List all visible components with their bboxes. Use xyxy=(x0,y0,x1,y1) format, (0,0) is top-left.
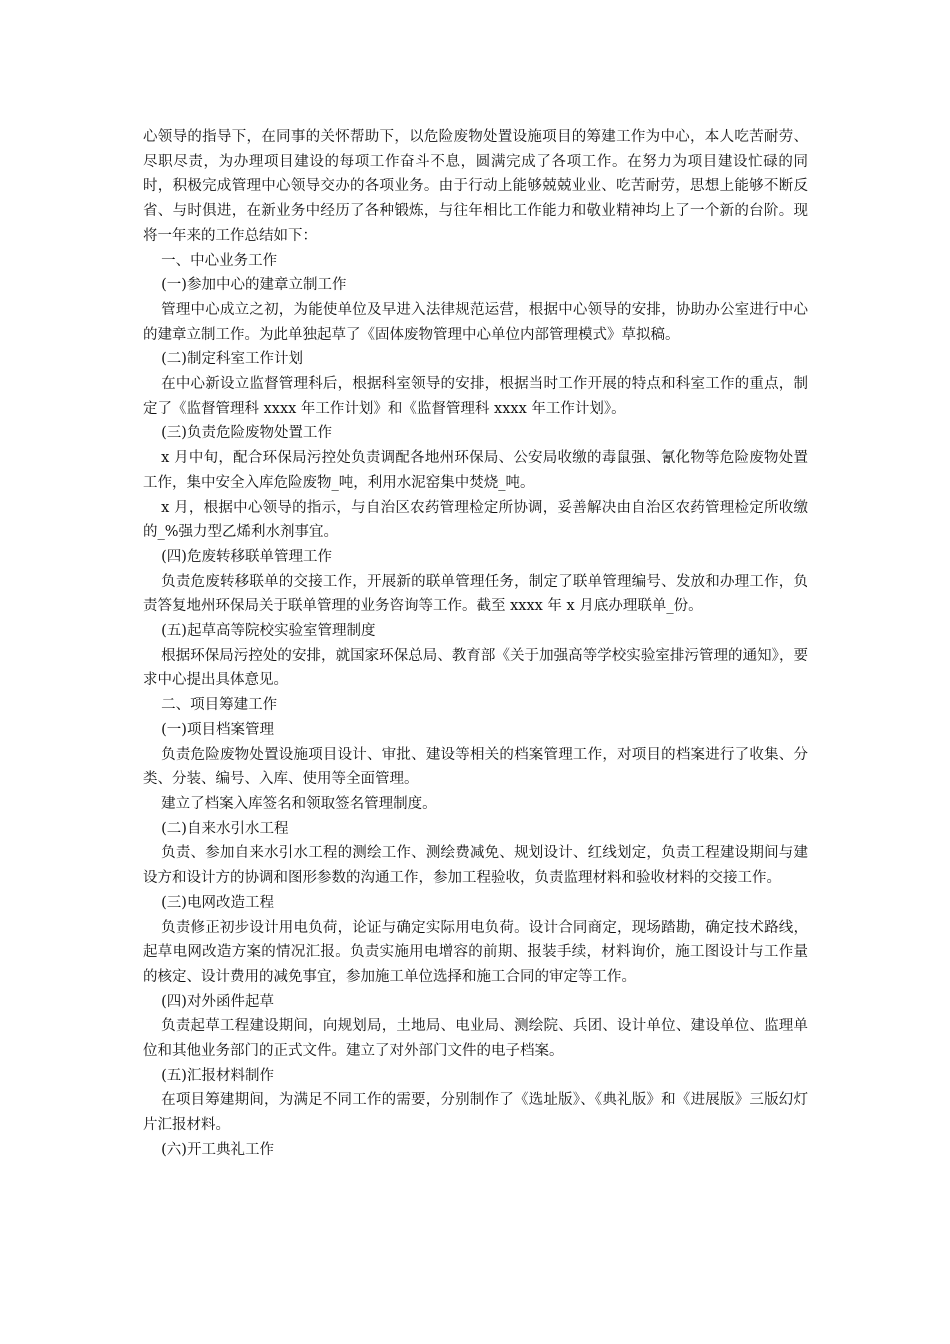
subsection-heading: (三)电网改造工程 xyxy=(161,894,274,911)
intro-paragraph: 心领导的指导下，在同事的关怀帮助下，以危险废物处置设施项目的筹建工作为中心，本人吃苦耐劳、尽职尽责，为办理项目建设的每项工作奋斗不息，圆满完成了各项工作。在努力为项目建设忙碌的同时，积极完成管理中心领导交办的各项业务。由于行动上能够兢兢业业、吃苦耐劳，思想上能够不断反省、与时俱进，在新业务中经历了各种锻炼，与往年相比工作能力和敬业精神均上了一个新的台阶。现将一年来的工作总结如下： xyxy=(143,129,808,244)
body-paragraph: 负责修正初步设计用电负荷，论证与确定实际用电负荷。设计合同商定，现场踏勘，确定技术路线，起草电网改造方案的情况汇报。负责实施用电增容的前期、报装手续，材料询价，施工图设计与工作量的核定、设计费用的减免事宜，参加施工单位选择和施工合同的审定等工作。 xyxy=(143,919,808,985)
body-paragraph: 负责、参加自来水引水工程的测绘工作、测绘费减免、规划设计、红线划定，负责工程建设期间与建设方和设计方的协调和图形参数的沟通工作，参加工程验收，负责监理材料和验收材料的交接工作。 xyxy=(143,845,808,887)
body-paragraph: 根据环保局污控处的安排，就国家环保总局、教育部《关于加强高等学校实验室排污管理的通知》，要求中心提出具体意见。 xyxy=(143,647,808,689)
body-paragraph: 管理中心成立之初，为能使单位及早进入法律规范运营，根据中心领导的安排，协助办公室进行中心的建章立制工作。为此单独起草了《固体废物管理中心单位内部管理模式》草拟稿。 xyxy=(143,301,808,343)
subsection-heading: (四)危废转移联单管理工作 xyxy=(161,548,332,565)
section-heading: 一、中心业务工作 xyxy=(161,252,278,269)
body-paragraph: 在中心新设立监督管理科后，根据科室领导的安排，根据当时工作开展的特点和科室工作的重点，制定了《监督管理科 xxxx 年工作计划》和《监督管理科 xxxx 年工作计划》。 xyxy=(143,376,808,417)
subsection-heading: (二)自来水引水工程 xyxy=(161,820,289,837)
body-paragraph: x 月，根据中心领导的指示，与自治区农药管理检定所协调，妥善解决由自治区农药管理检定所收缴的_%强力型乙烯利水剂事宜。 xyxy=(143,499,808,541)
subsection-heading: (二)制定科室工作计划 xyxy=(161,351,303,368)
document-body xyxy=(143,125,808,1163)
subsection-heading: (五)起草高等院校实验室管理制度 xyxy=(161,623,376,640)
subsection-heading: (三)负责危险废物处置工作 xyxy=(161,425,332,442)
subsection-heading: (一)参加中心的建章立制工作 xyxy=(161,277,347,294)
body-paragraph: 在项目筹建期间，为满足不同工作的需要，分别制作了《选址版》、《典礼版》和《进展版》三版幻灯片汇报材料。 xyxy=(143,1092,808,1134)
body-paragraph: x 月中旬，配合环保局污控处负责调配各地州环保局、公安局收缴的毒鼠强、氰化物等危险废物处置工作，集中安全入库危险废物_吨，利用水泥窑集中焚烧_吨。 xyxy=(143,450,808,491)
body-paragraph: 负责起草工程建设期间，向规划局，土地局、电业局、测绘院、兵团、设计单位、建设单位、监理单位和其他业务部门的正式文件。建立了对外部门文件的电子档案。 xyxy=(143,1018,808,1060)
body-paragraph: 建立了档案入库签名和领取签名管理制度。 xyxy=(161,795,437,812)
subsection-heading: (五)汇报材料制作 xyxy=(161,1067,274,1084)
subsection-heading: (四)对外函件起草 xyxy=(161,993,274,1010)
subsection-heading: (一)项目档案管理 xyxy=(161,721,274,738)
section-heading: 二、项目筹建工作 xyxy=(161,697,278,714)
body-paragraph: 负责危废转移联单的交接工作，开展新的联单管理任务，制定了联单管理编号、发放和办理工作，负责答复地州环保局关于联单管理的业务咨询等工作。截至 xxxx 年 x 月底办理联单_份。 xyxy=(143,573,808,615)
body-paragraph: 负责危险废物处置设施项目设计、审批、建设等相关的档案管理工作，对项目的档案进行了收集、分类、分装、编号、入库、使用等全面管理。 xyxy=(143,746,808,788)
subsection-heading: (六)开工典礼工作 xyxy=(161,1141,274,1158)
